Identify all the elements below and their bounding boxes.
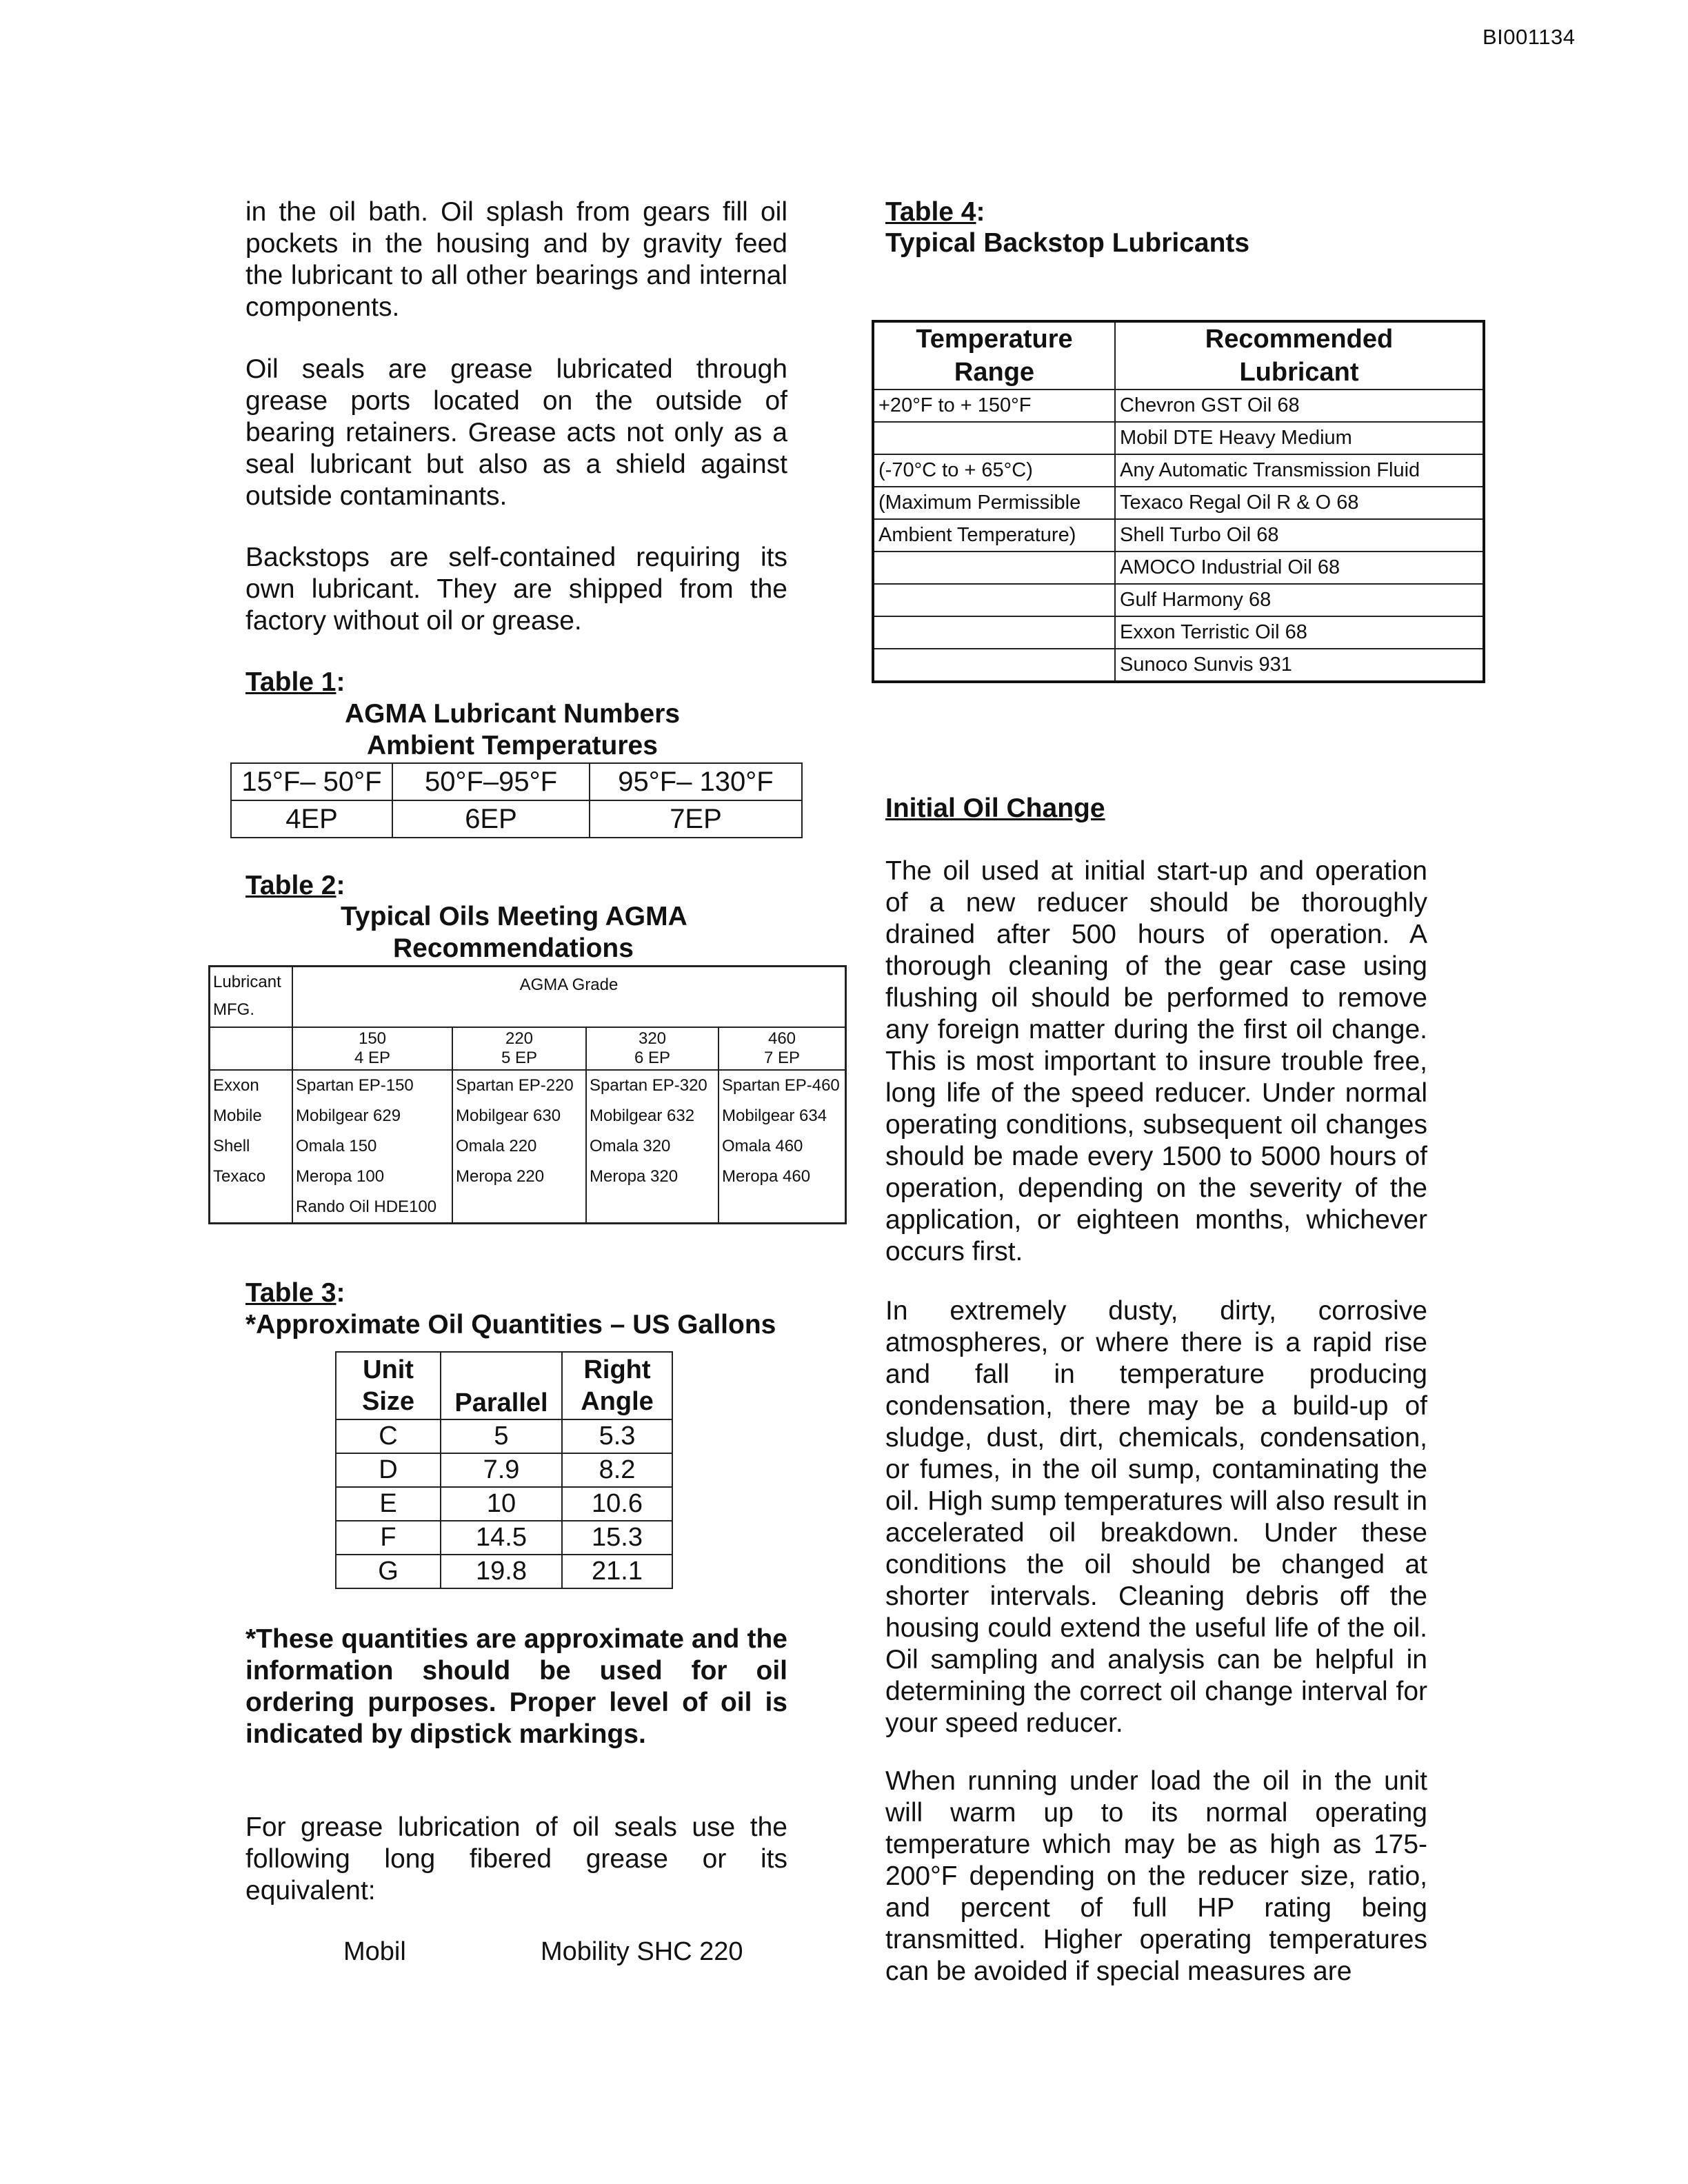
table-cell: [210, 1192, 293, 1224]
table-cell: Omala 220: [452, 1131, 586, 1162]
paragraph-text: When running under load the oil in the unit will warm up to its normal operating temperature which may be as high as 175-200°F depending on the reducer size, ratio, and percent of full HP rating being transmitted. Higher operating temperatures can be avoided if special measures are: [885, 1766, 1427, 1986]
table-cell: Temperature Range: [873, 321, 1115, 390]
table-cell: 8.2: [562, 1453, 672, 1487]
table-cell: E: [336, 1487, 441, 1521]
table-cell: 10.6: [562, 1487, 672, 1521]
table-header-row: [336, 1352, 672, 1419]
table4-backstop-lubricants: [872, 320, 1485, 683]
table-cell: Omala 460: [719, 1131, 846, 1162]
table-row: [873, 649, 1484, 682]
table2-typical-oils: [208, 965, 847, 1224]
table-cell: 7.9: [441, 1453, 562, 1487]
table-row: [336, 1555, 672, 1588]
table-cell: AGMA Grade: [292, 967, 846, 1028]
table-cell: Chevron GST Oil 68: [1115, 390, 1484, 422]
table-header-row: [873, 321, 1484, 390]
table-cell: 320 6 EP: [586, 1027, 719, 1070]
paragraph-text: For grease lubrication of oil seals use the following long fibered grease or its equivalent:: [245, 1812, 787, 1905]
table2-subtitle: Recommendations: [393, 933, 634, 963]
table4-title: Typical Backstop Lubricants: [885, 228, 1250, 258]
table-cell: Meropa 220: [452, 1162, 586, 1192]
table-cell: Spartan EP-460: [719, 1070, 846, 1101]
table-cell: +20°F to + 150°F: [873, 390, 1115, 422]
table-cell: Parallel: [441, 1352, 562, 1419]
table-row: [336, 1521, 672, 1555]
table-row: [210, 1192, 846, 1224]
table-cell: Mobilgear 632: [586, 1101, 719, 1131]
table-row: [873, 584, 1484, 616]
paragraph-dusty-conditions: [885, 1295, 1427, 1739]
table-cell: [452, 1192, 586, 1224]
table-cell: Ambient Temperature): [873, 519, 1115, 552]
table-cell: (-70°C to + 65°C): [873, 454, 1115, 487]
table3-title: *Approximate Oil Quantities – US Gallons: [245, 1310, 776, 1339]
table-row: [336, 1487, 672, 1521]
table-cell: C: [336, 1419, 441, 1453]
paragraph-text: Backstops are self-contained requiring its own lubricant. They are shipped from the factory without oil or grease.: [245, 543, 787, 636]
table3-oil-quantities: [335, 1351, 673, 1589]
table-cell: 19.8: [441, 1555, 562, 1588]
table-cell: [586, 1192, 719, 1224]
paragraph-oil-bath: [245, 196, 787, 323]
table-cell: Rando Oil HDE100: [292, 1192, 452, 1224]
table-cell: Meropa 100: [292, 1162, 452, 1192]
table-cell: 5: [441, 1419, 562, 1453]
table-cell: 6EP: [392, 800, 590, 838]
table2-label: Table 2:: [245, 871, 345, 900]
table-row: [336, 1453, 672, 1487]
table-cell: Meropa 320: [586, 1162, 719, 1192]
table1-title: AGMA Lubricant Numbers: [345, 699, 681, 729]
paragraph-text: In extremely dusty, dirty, corrosive atmospheres, or where there is a rapid rise and fall in temperature producing condensation, there may be a build-up of sludge, dust, dirt, chemicals, condensation, or fumes, in the oil sump, contaminating the oil. High sump temperatures will also result in accelerated oil breakdown. Under these conditions the oil should be changed at shorter intervals. Cleaning debris off the housing could extend the useful life of the oil. Oil sampling and analysis can be helpful in determining the correct oil change interval for your speed reducer.: [885, 1296, 1427, 1738]
table-cell: Sunoco Sunvis 931: [1115, 649, 1484, 682]
table1-subtitle: Ambient Temperatures: [367, 731, 658, 760]
paragraph-operating-temperature: [885, 1766, 1427, 1988]
table-cell: Mobile: [210, 1101, 293, 1131]
table-cell: Spartan EP-320: [586, 1070, 719, 1101]
table-row: [873, 552, 1484, 584]
table-cell: 15.3: [562, 1521, 672, 1555]
table-cell: 50°F–95°F: [392, 763, 590, 800]
table-cell: 95°F– 130°F: [590, 763, 802, 800]
table-cell: 21.1: [562, 1555, 672, 1588]
grease-brand: Mobil: [343, 1937, 406, 1966]
table-cell: Mobil DTE Heavy Medium: [1115, 422, 1484, 454]
table-cell: Mobilgear 634: [719, 1101, 846, 1131]
table-cell: Exxon: [210, 1070, 293, 1101]
table-header-row: [210, 967, 846, 1028]
table-cell: Gulf Harmony 68: [1115, 584, 1484, 616]
table-cell: Meropa 460: [719, 1162, 846, 1192]
table-row: [873, 454, 1484, 487]
table-row: [210, 1162, 846, 1192]
table-cell: Spartan EP-220: [452, 1070, 586, 1101]
table-cell: 15°F– 50°F: [231, 763, 392, 800]
paragraph-text: in the oil bath. Oil splash from gears fill oil pockets in the housing and by gravity feed the lubricant to all other bearings and internal components.: [245, 197, 787, 322]
table-cell: 460 7 EP: [719, 1027, 846, 1070]
table-row: [873, 487, 1484, 519]
table-cell: Lubricant MFG.: [210, 967, 293, 1028]
table1-agma-numbers: [230, 762, 803, 838]
table-cell: Right Angle: [562, 1352, 672, 1419]
table1-label: Table 1:: [245, 667, 345, 697]
table-cell: 10: [441, 1487, 562, 1521]
table-cell: [873, 584, 1115, 616]
table-cell: [210, 1027, 293, 1070]
paragraph-initial-oil: [885, 856, 1427, 1268]
table-cell: [873, 616, 1115, 649]
table2-title: Typical Oils Meeting AGMA: [341, 902, 687, 931]
table-row: [210, 1101, 846, 1131]
table-header-row: [231, 763, 802, 800]
table-row: [873, 390, 1484, 422]
table-cell: D: [336, 1453, 441, 1487]
table-cell: G: [336, 1555, 441, 1588]
table-cell: Shell Turbo Oil 68: [1115, 519, 1484, 552]
table-cell: 14.5: [441, 1521, 562, 1555]
table-row: [210, 1070, 846, 1101]
table-grade-row: [210, 1027, 846, 1070]
table-cell: 4EP: [231, 800, 392, 838]
paragraph-grease: [245, 1812, 787, 1907]
table-cell: Shell: [210, 1131, 293, 1162]
table4-label: Table 4:: [885, 197, 985, 227]
table-cell: Any Automatic Transmission Fluid: [1115, 454, 1484, 487]
table-cell: Mobilgear 630: [452, 1101, 586, 1131]
table-cell: Mobilgear 629: [292, 1101, 452, 1131]
table-cell: 5.3: [562, 1419, 672, 1453]
document-id: BI001134: [1483, 25, 1576, 49]
table-row: [336, 1419, 672, 1453]
table-row: [873, 422, 1484, 454]
table3-label: Table 3:: [245, 1278, 345, 1308]
table-cell: [873, 422, 1115, 454]
table-cell: Texaco Regal Oil R & O 68: [1115, 487, 1484, 519]
grease-product: Mobility SHC 220: [541, 1937, 743, 1966]
table-cell: Texaco: [210, 1162, 293, 1192]
section-heading-initial-oil-change: Initial Oil Change: [885, 793, 1105, 823]
table-row: [873, 616, 1484, 649]
table-cell: 220 5 EP: [452, 1027, 586, 1070]
paragraph-text: Oil seals are grease lubricated through grease ports located on the outside of bearing retainers. Grease acts not only as a seal lubricant but also as a shield against outside contaminants.: [245, 354, 787, 511]
table-cell: Exxon Terristic Oil 68: [1115, 616, 1484, 649]
paragraph-backstops: [245, 542, 787, 637]
table-cell: Recommended Lubricant: [1115, 321, 1484, 390]
table-cell: Spartan EP-150: [292, 1070, 452, 1101]
paragraph-text: The oil used at initial start-up and operation of a new reducer should be thoroughly drained after 500 hours of operation. A thorough cleaning of the gear case using flushing oil should be performed to remove any foreign matter during the first oil change. This is most important to insure trouble free, long life of the speed reducer. Under normal operating conditions, subsequent oil changes should be made every 1500 to 5000 hours of operation, depending on the severity of the application, or eighteen months, whichever occurs first.: [885, 856, 1427, 1266]
table-cell: (Maximum Permissible: [873, 487, 1115, 519]
paragraph-oil-seals: [245, 354, 787, 512]
table-cell: Unit Size: [336, 1352, 441, 1419]
table-cell: [719, 1192, 846, 1224]
table-cell: [873, 552, 1115, 584]
table-row: [210, 1131, 846, 1162]
quantities-note: *These quantities are approximate and the information should be used for oil ordering purposes. Proper level of oil is indicated by dipstick markings.: [245, 1624, 787, 1749]
table-cell: AMOCO Industrial Oil 68: [1115, 552, 1484, 584]
table-cell: 150 4 EP: [292, 1027, 452, 1070]
table-cell: Omala 150: [292, 1131, 452, 1162]
table-cell: Omala 320: [586, 1131, 719, 1162]
table-row: [873, 519, 1484, 552]
table-cell: 7EP: [590, 800, 802, 838]
table-cell: [873, 649, 1115, 682]
table-cell: F: [336, 1521, 441, 1555]
table-row: [231, 800, 802, 838]
